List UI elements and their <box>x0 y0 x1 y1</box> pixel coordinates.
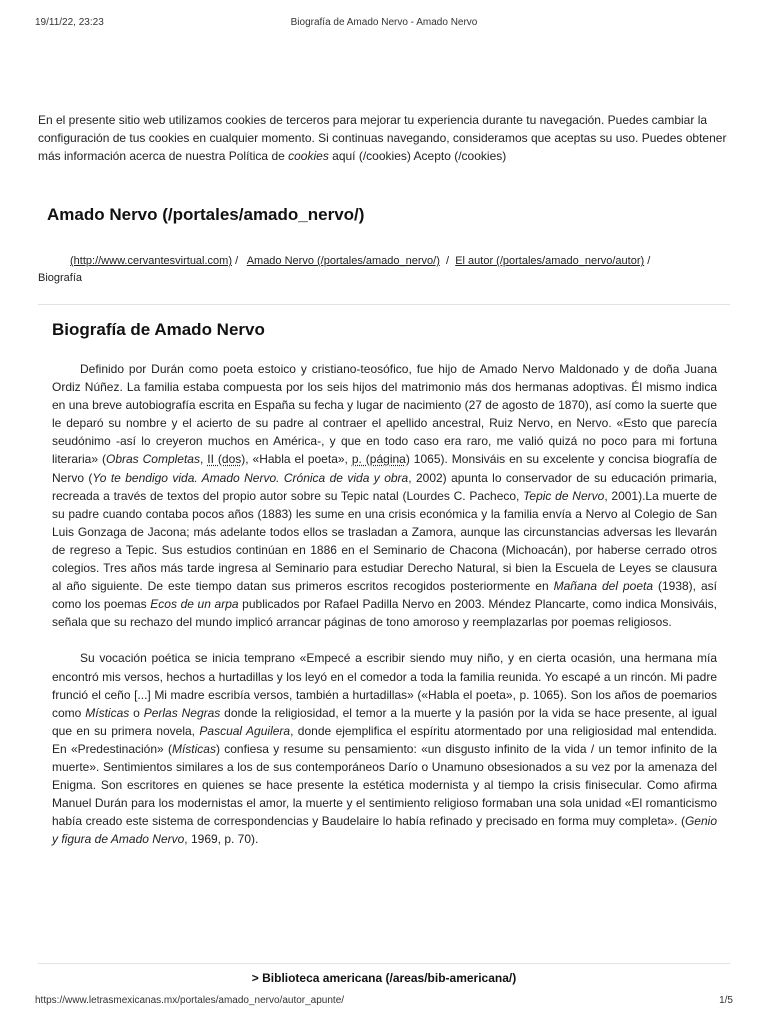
work-title: Yo te bendigo vida. Amado Nervo. Crónica de vida y obra <box>92 470 409 485</box>
cookie-accept-link[interactable]: Acepto (/cookies) <box>413 149 507 163</box>
divider <box>38 304 730 305</box>
breadcrumb <box>38 253 728 287</box>
print-header <box>35 17 733 31</box>
breadcrumb-separator: / <box>647 255 651 267</box>
print-footer <box>35 995 733 1009</box>
site-title[interactable]: Amado Nervo (/portales/amado_nervo/) <box>47 205 365 224</box>
work-title: Místicas <box>85 705 130 720</box>
breadcrumb-separator: / <box>446 255 450 267</box>
article-paragraph-2: Su vocación poética se inicia temprano «Empecé a escribir siendo muy niño, y en cierta ocasión, una hermana mía encontró mis versos, hechos a hurtadillas y los leyó en el comedor a toda la familia reunida. Yo escapé a un rincón. Mi padre frunció el ceño [...] Mi madre escribía versos, también a hurtadillas» («Habla el poeta», p. 1065). Son los años de poemarios como Místicas o Perlas Negras donde la religiosidad, el temor a la muerte y la pasión por la vida se hace presente, al igual que en su primera novela, Pascual Aguilera, donde ejemplifica el espíritu atormentado por una religiosidad mal entendida. En «Predestinación» (Místicas) confiesa y resume su pensamiento: «un disgusto infinito de la vida / un temor infinito de la muerte». Sentimientos similares a los de sus contemporáneos Darío o Unamuno obsesionados a su vez por la amenaza del Enigma. Son escritores en quienes se hace presente la estética modernista y al tiempo la crisis finisecular. Como afirma Manuel Durán para los modernistas el amor, la muerte y el sentimiento religioso formaban una sola unidad «El romanticismo había creado este sistema de correspondencias y Baudelaire lo había refinado y precisado en forma muy completa». (Genio y figura de Amado Nervo, 1969, p. 70). <box>52 651 718 847</box>
breadcrumb-portal-link[interactable]: Amado Nervo (/portales/amado_nervo/) <box>246 255 440 267</box>
cookie-notice <box>38 111 730 165</box>
cookie-notice-cookies-word: cookies <box>288 149 329 163</box>
print-datetime: 19/11/22, 23:23 <box>35 17 104 28</box>
breadcrumb-author-link[interactable]: El autor (/portales/amado_nervo/autor) <box>455 255 645 267</box>
cookie-policy-link[interactable]: aquí (/cookies) <box>332 149 411 163</box>
breadcrumb-home-link[interactable]: (http://www.cervantesvirtual.com) <box>70 255 232 267</box>
biblioteca-americana-link[interactable]: > Biblioteca americana (/areas/bib-americana/) <box>251 971 517 985</box>
print-page-number: 1/5 <box>719 995 733 1006</box>
work-title: Místicas <box>171 741 216 756</box>
cookie-notice-text: En el presente sitio web utilizamos cookies de terceros para mejorar tu experiencia durante tu navegación. Puedes cambiar la configuración de tus cookies en cualquier momento. Si continuas navegando, consideramos que aceptas su uso. Puedes obtener más información acerca de nuestra Política de <box>38 113 727 163</box>
breadcrumb-current: Biografía <box>38 272 83 284</box>
article-body <box>52 360 717 848</box>
print-url: https://www.letrasmexicanas.mx/portales/amado_nervo/autor_apunte/ <box>35 995 345 1006</box>
work-title: Tepic de Nervo <box>523 488 605 503</box>
work-title: Perlas Negras <box>143 705 221 720</box>
breadcrumb-separator: / <box>235 255 239 267</box>
work-title: Obras Completas <box>105 452 200 467</box>
divider <box>38 963 730 964</box>
print-page-title: Biografía de Amado Nervo - Amado Nervo <box>290 17 478 28</box>
article-title: Biografía de Amado Nervo <box>52 320 265 339</box>
article-paragraph-1: Definido por Durán como poeta estoico y cristiano-teosófico, fue hijo de Amado Nervo Maldonado y de doña Juana Ordiz Núñez. La familia estaba compuesta por los seis hijos del matrimonio más dos hermanas adoptivas. Él mismo indica en una breve autobiografía escrita en España su fecha y lugar de nacimiento (27 de agosto de 1870), así como la suerte que le deparó su nombre y el acierto de su padre al contraer el apellido ancestral, Ruiz Nervo, en Nervo. «Esto que parecía seudónimo -así lo creyeron muchos en América-, y que en todo caso era raro, me valió quizá no poco para mi fortuna literaria» (Obras Completas, II (dos), «Habla el poeta», p. (página) 1065). Monsiváis en su excelente y concisa biografía de Nervo (Yo te bendigo vida. Amado Nervo. Crónica de vida y obra, 2002) apunta lo conservador de su educación primaria, recreada a través de textos del propio autor sobre su Tepic natal (Lourdes C. Pacheco, Tepic de Nervo, 2001).La muerte de su padre cuando contaba pocos años (1883) les sume en una crisis económica y la familia envía a Nervo al Colegio de San Luis Gonzaga de Jacona; más adelante todos ellos se trasladan a Zamora, aunque las circunstancias adversas les llevarán de regreso a Tepic. Sus estudios continúan en 1886 en el Seminario de Chacona (Michoacán), por haberse cerrado otros colegios. Tres años más tarde ingresa al Seminario para estudiar Derecho Natural, si bien la Escuela de Leyes se clausura al año siguiente. De este tiempo datan sus primeros escritos recogidos posteriormente en Mañana del poeta (1938), así como los poemas Ecos de un arpa publicados por Rafael Padilla Nervo en 2003. Méndez Plancarte, como indica Monsiváis, señala que su rechazo del mundo implicó arrancar páginas de tono amoroso y reemplazarlas por poemas religiosos. <box>52 362 718 630</box>
work-title: Pascual Aguilera <box>199 723 291 738</box>
work-title: Ecos de un arpa <box>150 597 239 612</box>
work-title: Genio y figura de Amado Nervo <box>52 814 717 847</box>
abbreviation: II (dos) <box>207 452 246 467</box>
abbreviation: p. (página) <box>351 452 410 467</box>
work-title: Mañana del poeta <box>553 579 654 594</box>
